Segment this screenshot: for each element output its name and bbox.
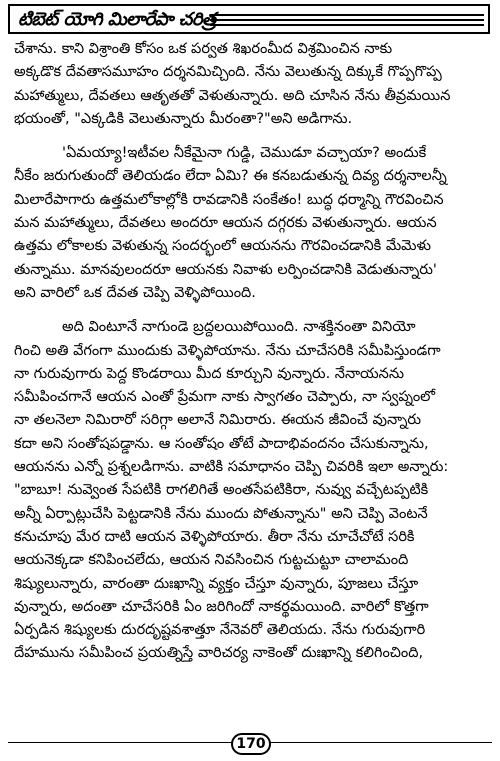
text-line: మిలారేపాగారు ఉత్తమలోకాల్లోకి రావడానికి సంకేతం! బుద్ధ ధర్మాన్ని గౌరవించిన bbox=[14, 191, 444, 208]
text-line: ఏర్పడిన శిష్యులకు దురదృష్టవశాత్తూ నేనెవరో తెలియదు. నేను గురువుగారి bbox=[14, 622, 426, 639]
text-line: దేహమును సమీపించ ప్రయత్నిస్తే వారిచర్య నాకెంతో దుఃఖాన్ని కలిగించింది, bbox=[14, 645, 424, 662]
text-line: అది వింటూనే నాగుండె బ్రద్దలయిపోయింది. నాశక్తినంతా వినియో bbox=[62, 319, 416, 336]
text-line: అక్కడొక దేవతాసమూహం దర్శనమిచ్చింది. నేను వెలుతున్న దిక్కుకే గొప్పగొప్ప bbox=[14, 64, 442, 81]
text-line: ఆయనను ఎన్నో ప్రశ్నలడిగాను. వాటికి సమాధానం చెప్పి చివరికి ఇలా అన్నారు: bbox=[14, 459, 449, 476]
text-line: ఉత్తమ లోకాలకు వెళుతున్న సందర్భంలో ఆయనను గౌరవించడానికి మేమెళు bbox=[14, 238, 431, 255]
text-line: భయంతో, "ఎక్కడికి వెలుతున్నారు మీరంతా?"అని అడిగాను. bbox=[14, 110, 353, 127]
header-rule bbox=[210, 14, 484, 16]
text-line: గించి అతి వేగంగా ముందుకు వెళ్ళిపోయాను. నేను చూచేసరికి సమీపిస్తుండగా bbox=[14, 342, 441, 359]
text-line: తున్నాము. మానవులందరూ ఆయనకు నివాళు లర్పించడానికి వెడుతున్నారు' bbox=[14, 261, 437, 278]
text-line: మన మహాత్ములు, దేవతలు అందరూ ఆయన దగ్గరకు వెళుతున్నారు. ఆయన bbox=[14, 215, 437, 232]
page-body bbox=[14, 38, 484, 666]
text-line: నా గురువుగారు పెద్ద కొండరాయి మీద కూర్చుని వున్నారు. నేనాయనను bbox=[14, 365, 405, 382]
paragraph bbox=[14, 142, 484, 305]
text-line: "బాబూ! నువ్వెంత సేపటికి రాగలిగితే అంతసేపటికిరా, నువ్వు వచ్చేటప్పటికి bbox=[14, 482, 429, 499]
text-line: కనుచూపు మేర దాటి ఆయన వెళ్ళిపోయారు. తీరా నేను చూచేచోటే సరికి bbox=[14, 528, 415, 545]
text-line: ఆయనెక్కడా కనిపించలేదు, ఆయన నివసించిన గుట్టచుట్టూ చాలామంది bbox=[14, 552, 409, 569]
paragraph bbox=[14, 316, 484, 665]
header-rule bbox=[210, 24, 484, 26]
text-line: మహాత్ములు, దేవతలు ఆతృతతో వెళుతున్నారు. అది చూసిన నేను తీవ్రమయిన bbox=[14, 87, 451, 104]
book-title: టిబెట్ యోగి మిలారేపా చరిత్ర bbox=[18, 9, 216, 30]
text-line: నా తలనెలా నిమిరారో సరిగ్గా అలానే నిమిరారు. ఈయన జీవించే వున్నారు bbox=[14, 412, 422, 429]
text-line: కదా అని సంతోషపడ్డాను. ఆ సంతోషం తోటే పాదాభివందనం చేసుకున్నాను, bbox=[14, 435, 429, 452]
text-line: వున్నారు, అదంతా చూచేసరికి ఏం జరిగిందో నాకర్థమయింది. వారిలో కొత్తగా bbox=[14, 598, 429, 615]
text-line: సమీపించగానే ఆయన ఎంతో ప్రేమగా నాకు స్వాగతం చెప్పారు, నా స్వప్నంలో bbox=[14, 389, 436, 406]
page-number: 170 bbox=[231, 733, 271, 755]
text-line: చేశాను. కాని విశ్రాంతి కోసం ఒక పర్వత శిఖరంమీద విశ్రమించిన నాకు bbox=[14, 41, 393, 57]
text-line: అని వారిలో ఒక దేవత చెప్పి వెళ్ళిపోయింది. bbox=[14, 284, 256, 301]
text-line: నీకేం జరుగుతుందో తెలియడం లేదా ఏమి? ఈ కనబడుతున్న దివ్య దర్శనాలన్నీ bbox=[14, 168, 447, 185]
running-header bbox=[8, 4, 490, 34]
header-rule bbox=[210, 19, 484, 21]
text-line: 'ఏమయ్యా!ఇటీవల నీకేమైనా గుడ్డి, చెముడూ వచ్చాయా? అందుకే bbox=[62, 145, 427, 162]
text-line: అన్నీ ఏర్పాట్లుచేసి పెట్టడానికి నేను ముందు పోతున్నాను" అని చెప్పి వెంటనే bbox=[14, 505, 428, 522]
paragraph bbox=[14, 38, 484, 131]
text-line: శిష్యులున్నారు, వారంతా దుఃఖాన్ని వ్యక్తం చేస్తూ వున్నారు, పూజలు చేస్తూ bbox=[14, 575, 419, 592]
